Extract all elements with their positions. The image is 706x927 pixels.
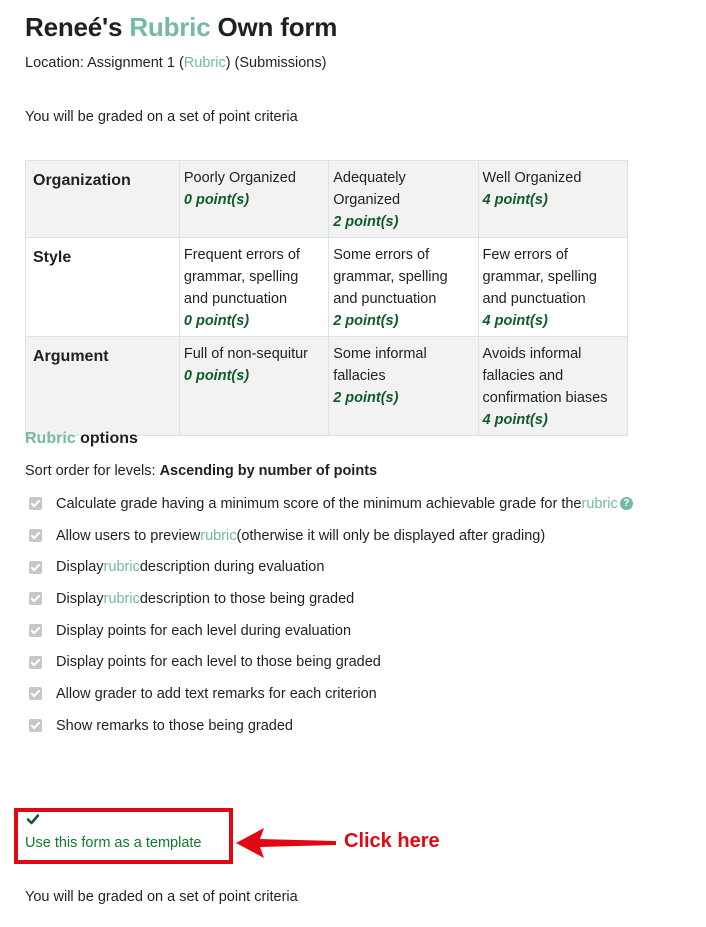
option-text: Display	[56, 590, 104, 607]
option-desc-evaluation	[29, 551, 689, 583]
options-heading-rest: options	[75, 430, 138, 447]
level-points: 0 point(s)	[183, 313, 250, 329]
option-rubric-link[interactable]: rubric	[200, 527, 237, 544]
level-points: 4 point(s)	[482, 192, 548, 208]
check-icon	[27, 813, 39, 825]
option-text-after: description to those being graded	[139, 590, 355, 607]
level-cell	[179, 238, 328, 337]
rubric-table	[25, 160, 628, 436]
option-checkbox	[29, 592, 42, 605]
location-line	[25, 55, 326, 71]
criterion-name: Style	[26, 238, 180, 337]
option-show-remarks	[29, 710, 689, 742]
level-cell	[329, 238, 478, 337]
rubric-row-organization	[26, 161, 628, 238]
level-text: Some informal fallacies	[333, 346, 427, 384]
level-text: Well Organized	[482, 170, 582, 186]
level-cell	[179, 161, 328, 238]
option-text: Show remarks to those being graded	[56, 717, 293, 734]
option-preview	[29, 520, 689, 552]
sort-order-value: Ascending by number of points	[159, 463, 378, 479]
location-suffix: ) (Submissions)	[225, 55, 327, 71]
option-text-after: (otherwise it will only be displayed after grading)	[236, 527, 546, 544]
option-desc-graded	[29, 583, 689, 615]
option-rubric-link[interactable]: rubric	[581, 495, 618, 512]
option-rubric-link[interactable]: rubric	[103, 559, 140, 576]
level-points: 2 point(s)	[333, 390, 399, 406]
location-rubric-link[interactable]: Rubric	[183, 55, 226, 71]
level-text: Few errors of grammar, spelling and punctuation	[482, 247, 597, 307]
location-label: Location: Assignment 1 (	[25, 55, 184, 71]
level-cell	[179, 337, 328, 436]
level-cell	[329, 337, 478, 436]
rubric-options-heading	[25, 430, 138, 448]
rubric-row-argument	[26, 337, 628, 436]
level-cell	[478, 337, 627, 436]
level-text: Some errors of grammar, spelling and punctuation	[333, 247, 448, 307]
option-checkbox	[29, 497, 42, 510]
option-text: Calculate grade having a minimum score of the minimum achievable grade for the	[56, 495, 582, 512]
option-text: Display points for each level to those being graded	[56, 654, 381, 671]
option-points-evaluation	[29, 615, 689, 647]
option-checkbox	[29, 719, 42, 732]
level-points: 4 point(s)	[482, 412, 548, 428]
options-heading-highlight: Rubric	[25, 430, 76, 447]
option-checkbox	[29, 624, 42, 637]
level-text: Adequately Organized	[333, 170, 406, 208]
rubric-description: You will be graded on a set of point criteria	[25, 109, 298, 125]
criterion-name: Argument	[26, 337, 180, 436]
rubric-description-repeat: You will be graded on a set of point criteria	[25, 889, 298, 905]
title-highlight: Rubric	[129, 12, 211, 42]
option-points-graded	[29, 646, 689, 678]
level-cell	[329, 161, 478, 238]
level-text: Poorly Organized	[183, 170, 296, 186]
option-min-score	[29, 488, 689, 520]
option-checkbox	[29, 529, 42, 542]
level-cell	[478, 161, 627, 238]
help-icon[interactable]: ?	[620, 497, 633, 510]
option-text: Allow users to preview	[56, 527, 201, 544]
sort-order-line	[25, 463, 377, 479]
rubric-options-list	[29, 488, 689, 742]
option-text: Display	[56, 559, 104, 576]
level-points: 0 point(s)	[183, 368, 250, 384]
title-prefix: Reneé's	[25, 12, 130, 42]
click-here-annotation: Click here	[344, 830, 440, 852]
level-cell	[478, 238, 627, 337]
option-checkbox	[29, 656, 42, 669]
option-text: Display points for each level during evaluation	[56, 622, 352, 639]
option-text: Allow grader to add text remarks for each criterion	[56, 685, 377, 702]
option-remarks-grader	[29, 678, 689, 710]
level-text: Full of non-sequitur	[183, 346, 308, 362]
rubric-row-style	[26, 238, 628, 337]
title-suffix: Own form	[210, 12, 338, 42]
option-text-after: description during evaluation	[139, 559, 325, 576]
sort-order-label: Sort order for levels:	[25, 463, 160, 479]
level-points: 2 point(s)	[333, 313, 399, 329]
page-title	[25, 12, 337, 43]
option-checkbox	[29, 687, 42, 700]
criterion-name: Organization	[26, 161, 180, 238]
level-points: 4 point(s)	[482, 313, 548, 329]
level-points: 2 point(s)	[333, 214, 399, 230]
annotation-arrow-icon	[236, 826, 338, 860]
option-checkbox	[29, 561, 42, 574]
level-text: Avoids informal fallacies and confirmation biases	[482, 346, 608, 406]
level-text: Frequent errors of grammar, spelling and punctuation	[183, 247, 300, 307]
option-rubric-link[interactable]: rubric	[103, 590, 140, 607]
use-as-template-link[interactable]: Use this form as a template	[25, 835, 202, 851]
level-points: 0 point(s)	[183, 192, 250, 208]
